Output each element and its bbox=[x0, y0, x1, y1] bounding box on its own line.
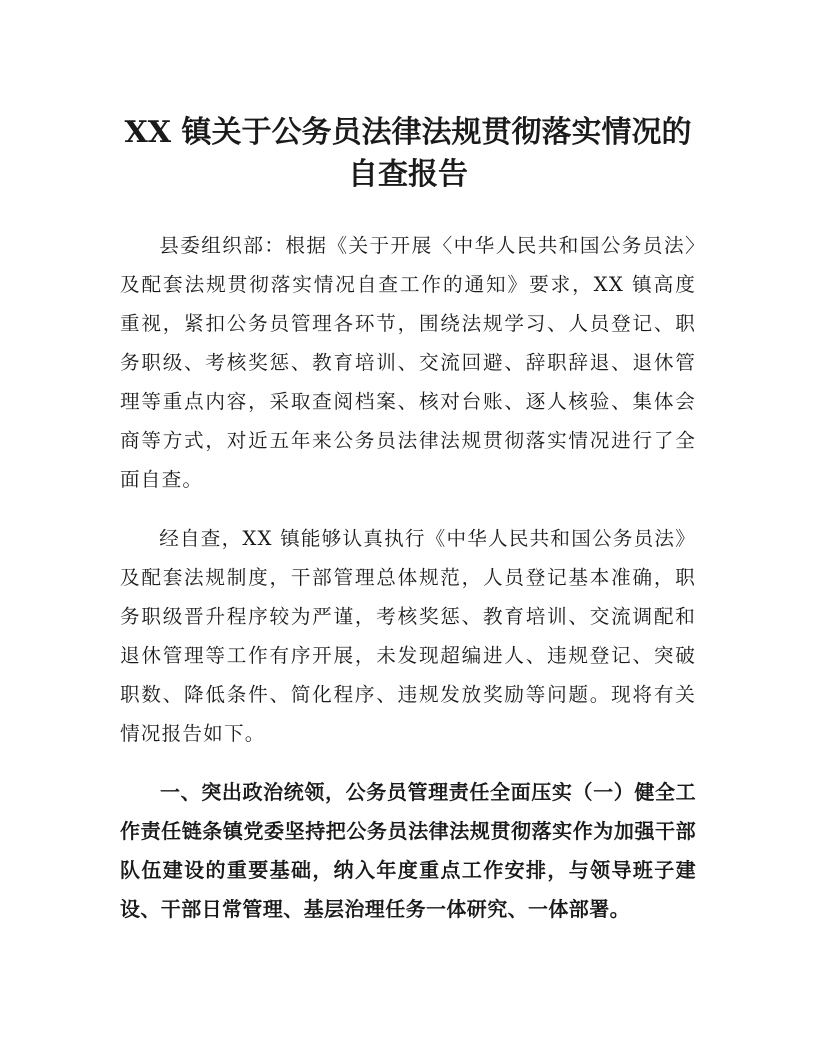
title-line-1: XX 镇关于公务员法律法规贯彻落实情况的 bbox=[124, 115, 692, 150]
document-title bbox=[120, 112, 696, 196]
document-page bbox=[120, 112, 696, 949]
document-body bbox=[120, 226, 696, 929]
title-line-2: 自查报告 bbox=[348, 157, 468, 192]
section-heading-paragraph: 一、突出政治统领，公务员管理责任全面压实（一）健全工作责任链条镇党委坚持把公务员法律法规贯彻落实作为加强干部队伍建设的重要基础，纳入年度重点工作安排，与领导班子建设、干部日常管理、基层治理任务一体研究、一体部署。 bbox=[120, 780, 696, 921]
paragraph-summary: 经自查，XX 镇能够认真执行《中华人民共和国公务员法》及配套法规制度，干部管理总体规范，人员登记基本准确，职务职级晋升程序较为严谨，考核奖惩、教育培训、交流调配和退休管理等工作有序开展，未发现超编进人、违规登记、突破职数、降低条件、简化程序、违规发放奖励等问题。现将有关情况报告如下。 bbox=[120, 527, 696, 745]
paragraph-intro: 县委组织部：根据《关于开展〈中华人民共和国公务员法〉及配套法规贯彻落实情况自查工作的通知》要求，XX 镇高度重视，紧扣公务员管理各环节，围绕法规学习、人员登记、职务职级、考核奖惩、教育培训、交流回避、辞职辞退、退休管理等重点内容，采取查阅档案、核对台账、逐人核验、集体会商等方式，对近五年来公务员法律法规贯彻落实情况进行了全面自查。 bbox=[120, 234, 696, 491]
